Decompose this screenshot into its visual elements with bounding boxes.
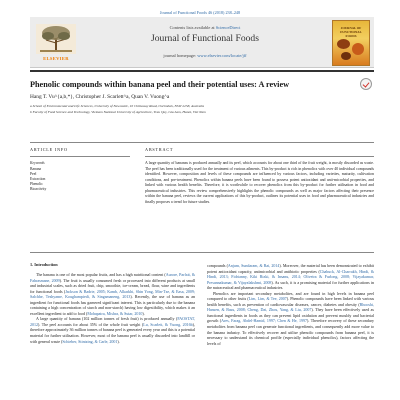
journal-citation[interactable]: Journal of Functional Foods 46 (2018) 238–248	[159, 10, 241, 15]
text-run: ). As such, it is a promising material for further applications in the nutraceutical and pharmaceutical industries.	[207, 279, 374, 291]
journal-homepage-line	[90, 53, 320, 58]
affiliation-a: a School of Environmental and Life Sciences, University of Newcastle, 10 Chittaway Road, Ourimbah, NSW 2258, Australia	[30, 104, 205, 108]
introduction-heading: 1. Introduction	[30, 262, 58, 267]
citation-link[interactable]: Bhooshi, Hansen, & Basu, 2008; Cheng, Dai, Zhou, Yang, & Liu, 2007	[207, 301, 374, 313]
citation-link[interactable]: Mohapatra, Mishra, & Sutar, 2010	[87, 310, 143, 316]
text-run: ). They have been effectively used as functional ingredients in foods as they can prevent lipid oxidation and prevent mouldy and bacterial growth (	[207, 307, 374, 324]
text-run: ). Therefore recovery of these secondary metabolites from banana peel can generate functional ingredients, and consequently add more value to the banana industry. To effectively recover and utilise phenolic compounds from banana peel, it is necessary to understand its chemical profile (especially individual phenolics), factors affecting the levels of	[207, 318, 375, 346]
citation-link[interactable]: Chabuck, Al-Charrakh, Hindi, & Hindi, 2013; Fidrianny, Kiki Rizki, & Insanu, 2014; Oliveira & Furlong, 2008; Vijayakumar, Presannakumar, & Vijayalakshmi, 2008	[207, 268, 375, 285]
citation-link[interactable]: Ares, Farag, Abdel-Hamid, 1997; Chen & He, 1997	[221, 318, 307, 324]
citation-link[interactable]: Aurore, Parfait, & Fahrasmane, 2009	[30, 272, 195, 283]
text-run: compounds (	[207, 263, 228, 268]
paper-title: Phenolic compounds within banana peel and their potential uses: A review	[30, 80, 289, 89]
cover-swatch	[337, 39, 350, 49]
page-fade	[0, 386, 400, 400]
journal-cover-thumbnail[interactable]	[332, 20, 370, 66]
text-run: ). The peel accounts for about 35% of the whole fruit weight (	[38, 321, 144, 327]
keyword-item: Peel	[30, 172, 37, 176]
keyword-item: Extraction	[30, 177, 46, 181]
homepage-prefix: journal homepage:	[163, 53, 197, 58]
abstract-bottom-divider	[30, 252, 374, 253]
text-run: ).	[142, 310, 145, 316]
keyword-item: Banana	[30, 167, 42, 171]
article-info-rule	[30, 156, 130, 157]
paragraph	[207, 263, 374, 291]
abstract-rule	[145, 156, 374, 157]
section-divider	[30, 142, 374, 143]
text-run: ). Phenolic compounds have been linked with various health benefits, such as prevention of cardiovascular diseases, cancer, diabetes and obesity (	[207, 296, 375, 307]
text-run: The banana is one of the most popular fruits, and has a high nutritional content (	[36, 272, 166, 277]
affiliation-b: b Faculty of Food Science and Technology, Vietnam National University of Agriculture, Trau Quy, Gia Lam, Hanoi, Viet Nam	[30, 110, 206, 114]
citation-link[interactable]: FAOSTAT, 2012	[30, 316, 195, 327]
article-info-heading: ARTICLE INFO	[30, 147, 68, 152]
body-right-column	[207, 263, 374, 346]
paragraph	[30, 316, 195, 344]
text-run: ).	[117, 338, 120, 344]
abstract-body: A large quantity of bananas is produced annually and its peel, which accounts for about one third of the fruit weight, is mostly discarded as waste. The peel has been traditionally used for the treatment of various ailments. This by-product is rich in phenolics with over 40 individual compounds identified. However, composition and levels of these compounds are influenced by various factors, including varieties, maturity, cultivation conditions, and pre-treatment. Phenolics within banana peels have been found to possess potent antioxidant and anti-microbial properties, and linked with various health benefits. Therefore, it is worthwhile to recover phenolics from this by-product for further utilisation in food and pharmaceutical industries. This review comprehensively highlights the phenolic compounds as well as major factors affecting their presence within the banana peel, reviews the current applications of this by-product, outlines its potential uses in food and pharmaceutical industries and finally proposes a trend for future studies.	[145, 161, 374, 204]
contents-available-line	[90, 25, 320, 30]
contents-prefix: Contents lists available at	[169, 25, 215, 30]
paragraph	[207, 291, 374, 346]
journal-homepage-link[interactable]: www.elsevier.com/locate/jff	[197, 53, 247, 58]
citation-link[interactable]: Lim, Lim, & Tee, 2007	[248, 296, 287, 302]
abstract-heading: ABSTRACT	[145, 147, 174, 152]
publisher-logo: ELSEVIER	[43, 56, 69, 61]
text-run: ). Moreover, the material has been demonstrated to exhibit potent antioxidant capacity, antimicrobial and antibiotic properties (	[207, 263, 374, 274]
journal-title[interactable]: Journal of Functional Foods	[151, 33, 259, 44]
citation-link[interactable]: Anjum, Sundaram, & Rai, 2014	[227, 263, 280, 268]
text-run: ). Recently, the use of banana as an ingredient for functional foods has garnered significant interest. This is particularly due to the banana containing a high concentration of starch and non-starch) having low digestibility, which makes it an excellent ingredient to add to food (	[30, 294, 195, 316]
paragraph	[30, 272, 195, 316]
citation-link[interactable]: Schieber, Stintzing, & Carle, 2001	[62, 338, 118, 344]
text-run: ). The fruit is usually consumed fresh or processed into different products at small and industrial scales, such as dried fruit, chip, smoothie, ice-cream, bread, flour, wine and ingredients for functional foods (	[30, 277, 196, 294]
author-list: Hang T. Vu^{a,b,*}, Christopher J. Scarlett^a, Quan V. Vuong^a	[30, 94, 170, 100]
cover-label: JOURNAL OF FUNCTIONAL FOODS	[340, 26, 362, 38]
header-divider	[30, 70, 374, 72]
keyword-item: Bioactivity	[30, 187, 47, 191]
cover-swatch	[352, 43, 364, 55]
sciencedirect-link[interactable]: ScienceDirect	[215, 25, 241, 30]
keyword-item: Phenolic	[30, 182, 43, 186]
body-left-column	[30, 272, 195, 344]
keywords-label: Keywords	[30, 161, 45, 165]
crossmark-icon[interactable]	[360, 78, 372, 90]
text-run: ), therefore approximately 36 million tonnes of banana peel is generated every year and this is a potential material for further utilisation. However, most of the banana peel is usually discarded into landfill or with general waste (	[30, 321, 195, 344]
elsevier-tree-logo	[36, 24, 76, 54]
text-run: A large quantity of banana (102 million tonnes of fresh fruit) is produced annually (	[36, 316, 178, 322]
citation-link[interactable]: Jackson & Badrie, 2005; Kamb, Alkarkhi, Shin Yong, Min-Tze, & Easa, 2009; Salchhe, Teshyame, Koughampiedi, & Singamaneng, 2013	[30, 288, 195, 300]
citation-link[interactable]: Lu, Scarlett, & Vuong, 2016b	[143, 321, 193, 327]
text-run: Phenolics are important secondary metabolites, and are found in high levels in banana peel compared to other fruits (	[207, 290, 374, 302]
cover-swatch	[341, 52, 351, 60]
